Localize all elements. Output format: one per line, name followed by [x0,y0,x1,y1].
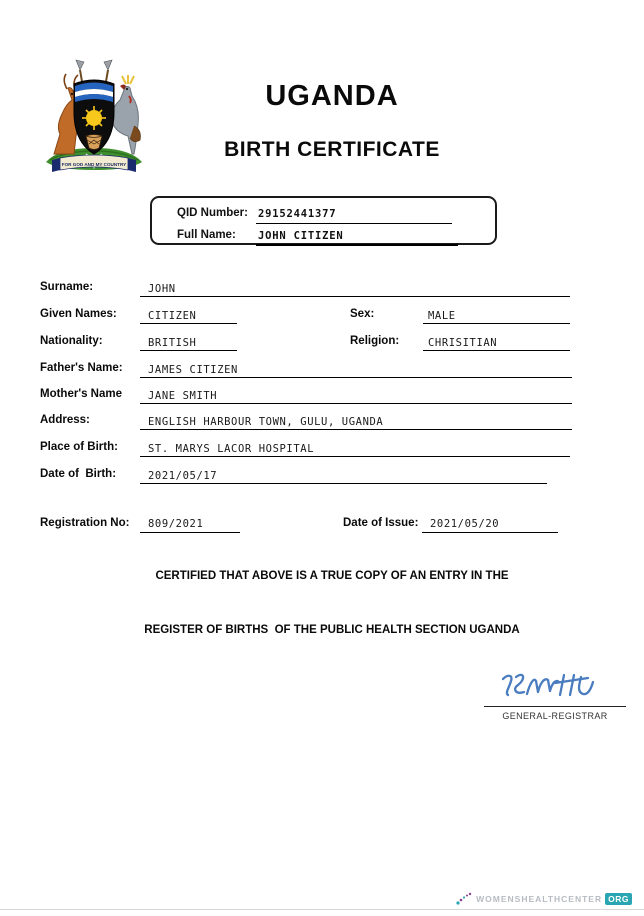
signature-line [484,706,626,707]
registrar-title: GENERAL-REGISTRAR [502,711,608,721]
surname-underline [140,296,570,297]
full-name-label: Full Name: [177,229,236,241]
religion-value: CHRISITIAN [428,337,498,349]
motto-text: FOR GOD AND MY COUNTRY [61,162,127,167]
religion-underline [423,350,570,351]
watermark-text: WOMENSHEALTHCENTER [476,894,603,904]
registration-no-label: Registration No: [40,517,130,529]
qid-number-label: QID Number: [177,207,248,219]
watermark-badge: ORG [605,893,632,905]
qid-box [150,196,497,245]
mothers-name-value: JANE SMITH [148,390,218,402]
date-of-issue-underline [422,532,558,533]
nationality-label: Nationality: [40,335,103,347]
registration-no-underline [140,532,240,533]
given-names-value: CITIZEN [148,310,197,322]
registrar-signature [496,664,608,704]
certification-line-2: REGISTER OF BIRTHS OF THE PUBLIC HEALTH SECTION UGANDA [144,624,520,636]
place-of-birth-underline [140,456,570,457]
date-of-issue-label: Date of Issue: [343,517,419,529]
given-names-label: Given Names: [40,308,117,320]
sex-underline [423,323,570,324]
religion-label: Religion: [350,335,400,347]
sex-label: Sex: [350,308,375,320]
address-label: Address: [40,414,90,426]
fathers-name-label: Father's Name: [40,362,123,374]
watermark-logo-icon [455,891,473,907]
date-of-issue-value: 2021/05/20 [430,518,500,530]
fathers-name-value: JAMES CITIZEN [148,364,238,376]
mothers-name-label: Mother's Name [40,388,122,400]
nationality-underline [140,350,237,351]
place-of-birth-label: Place of Birth: [40,441,118,453]
full-name-underline [256,244,458,246]
mothers-name-underline [140,403,572,404]
nationality-value: BRITISH [148,337,197,349]
given-names-underline [140,323,237,324]
address-value: ENGLISH HARBOUR TOWN, GULU, UGANDA [148,416,384,428]
surname-label: Surname: [40,281,94,293]
document-title: BIRTH CERTIFICATE [224,138,440,161]
address-underline [140,429,572,430]
watermark [455,891,632,907]
full-name-value: JOHN CITIZEN [258,230,344,242]
country-title: UGANDA [265,80,399,112]
footer-divider [0,909,644,910]
qid-number-value: 29152441377 [258,208,337,220]
date-of-birth-label: Date of Birth: [40,468,117,480]
qid-number-underline [256,223,452,224]
place-of-birth-value: ST. MARYS LACOR HOSPITAL [148,443,315,455]
fathers-name-underline [140,377,572,378]
surname-value: JOHN [148,283,176,295]
date-of-birth-value: 2021/05/17 [148,470,218,482]
sex-value: MALE [428,310,456,322]
date-of-birth-underline [140,483,547,484]
registration-no-value: 809/2021 [148,518,204,530]
certification-line-1: CERTIFIED THAT ABOVE IS A TRUE COPY OF AN ENTRY IN THE [155,570,509,582]
